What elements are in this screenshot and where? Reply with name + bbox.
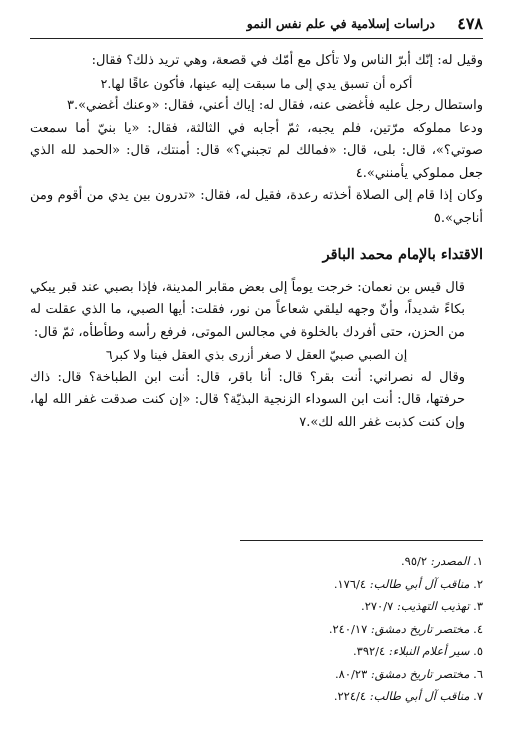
footnote <box>183 685 483 708</box>
footnote-source: مختصر تاريخ دمشق: <box>370 666 470 681</box>
paragraph: واستطال رجل عليه فأغضى عنه، فقال له: إياك أعني، فقال: «وعنك أغضي».٣ <box>66 98 483 113</box>
footnote-number: ٧. <box>473 689 483 703</box>
footnote-ref: ٢٧٠/٧. <box>361 599 394 613</box>
footnote-ref: ٢٤٠/١٧. <box>328 621 368 636</box>
footnote-ref: ١٧٦/٤. <box>333 576 367 591</box>
page-header <box>30 14 483 36</box>
footnote-source: مناقب آل أبي طالب: <box>369 576 470 591</box>
poem-verse: إن الصبي صبيّ العقل لا صغر أزرى بذي العقل فينا ولا كبر٦ <box>105 347 408 362</box>
footnote <box>183 618 483 641</box>
footnote-ref: ٨٠/٢٣. <box>335 666 368 681</box>
footnote-rule <box>240 540 483 541</box>
footnote <box>183 573 483 596</box>
footnote-ref: ٣٩٢/٤. <box>353 644 386 658</box>
footnotes <box>183 550 483 708</box>
footnote-number: ٢. <box>473 576 483 591</box>
quote-line: أكره أن تسبق يدي إلى ما سبقت إليه عينها، فأكون عاقًا لها.٢ <box>100 75 413 91</box>
footnote <box>183 550 483 573</box>
paragraph: وقال له نصراني: أنت بقر؟ قال: أنا باقر، قال: أنت ابن الطباخة؟ قال: ذاك حرفتها، قال: أنت ابن السوداء الزنجية البذيّة؟ قال: «إن كنت صدقت غفر الله لها، وإن كنت كذبت غفر الله لك».٧ <box>30 369 465 430</box>
footnote-number: ٦. <box>473 666 483 681</box>
footnote <box>183 663 483 686</box>
footnote-source: مناقب آل أبي طالب: <box>369 689 470 703</box>
footnote-ref: ٢٢٤/٤. <box>333 689 367 703</box>
footnote-number: ٣. <box>473 599 483 613</box>
main-text <box>30 50 483 434</box>
footnote-source: سير أعلام النبلاء: <box>388 644 470 658</box>
footnote-source: تهذيب التهذيب: <box>396 599 470 613</box>
footnote-source: المصدر: <box>430 554 470 568</box>
footnote <box>183 640 483 663</box>
paragraph: ودعا مملوكه مرّتين، فلم يجبه، ثمّ أجابه في الثالثة، فقال: «يا بنيّ أما سمعت صوتي؟»، قال: بلى، قال: «فمالك لم تجبني؟» قال: أمنتك، قال: «الحمد لله الذي جعل مملوكي يأمنني».٤ <box>30 120 483 181</box>
footnote <box>183 595 483 618</box>
paragraph: وكان إذا قام إلى الصلاة أخذته رعدة، فقيل له، فقال: «تدرون بين يدي من أقوم ومن أناجي».٥ <box>30 188 483 226</box>
footnote-ref: ٩٥/٢. <box>400 554 428 568</box>
footnote-number: ١. <box>473 554 483 568</box>
footnote-number: ٤. <box>473 621 483 636</box>
running-title: دراسات إسلامية في علم نفس النمو <box>246 16 435 31</box>
footnote-source: مختصر تاريخ دمشق: <box>370 621 470 636</box>
page-number: ٤٧٨ <box>457 14 483 33</box>
paragraph: قال قيس بن نعمان: خرجت يوماً إلى بعض مقابر المدينة، فإذا بصبي عند قبر يبكي بكاءً شديداً، وأنّ وجهه ليلقي شعاعاً من نور، فقلت: أيها الصبي، ما الذي عقلت له من الحزن، حتى أفردك بالخلوة في مجالس الموتى، فرفع رأسه وطأطأه، ثمّ قال: <box>30 279 465 340</box>
header-rule <box>30 38 483 39</box>
paragraph: وقيل له: إنّك أبرّ الناس ولا تأكل مع أمّك في قصعة، وهي تريد ذلك؟ فقال: <box>91 53 483 68</box>
section-heading: الاقتداء بالإمام محمد الباقر <box>322 246 483 263</box>
footnote-number: ٥. <box>473 644 483 658</box>
